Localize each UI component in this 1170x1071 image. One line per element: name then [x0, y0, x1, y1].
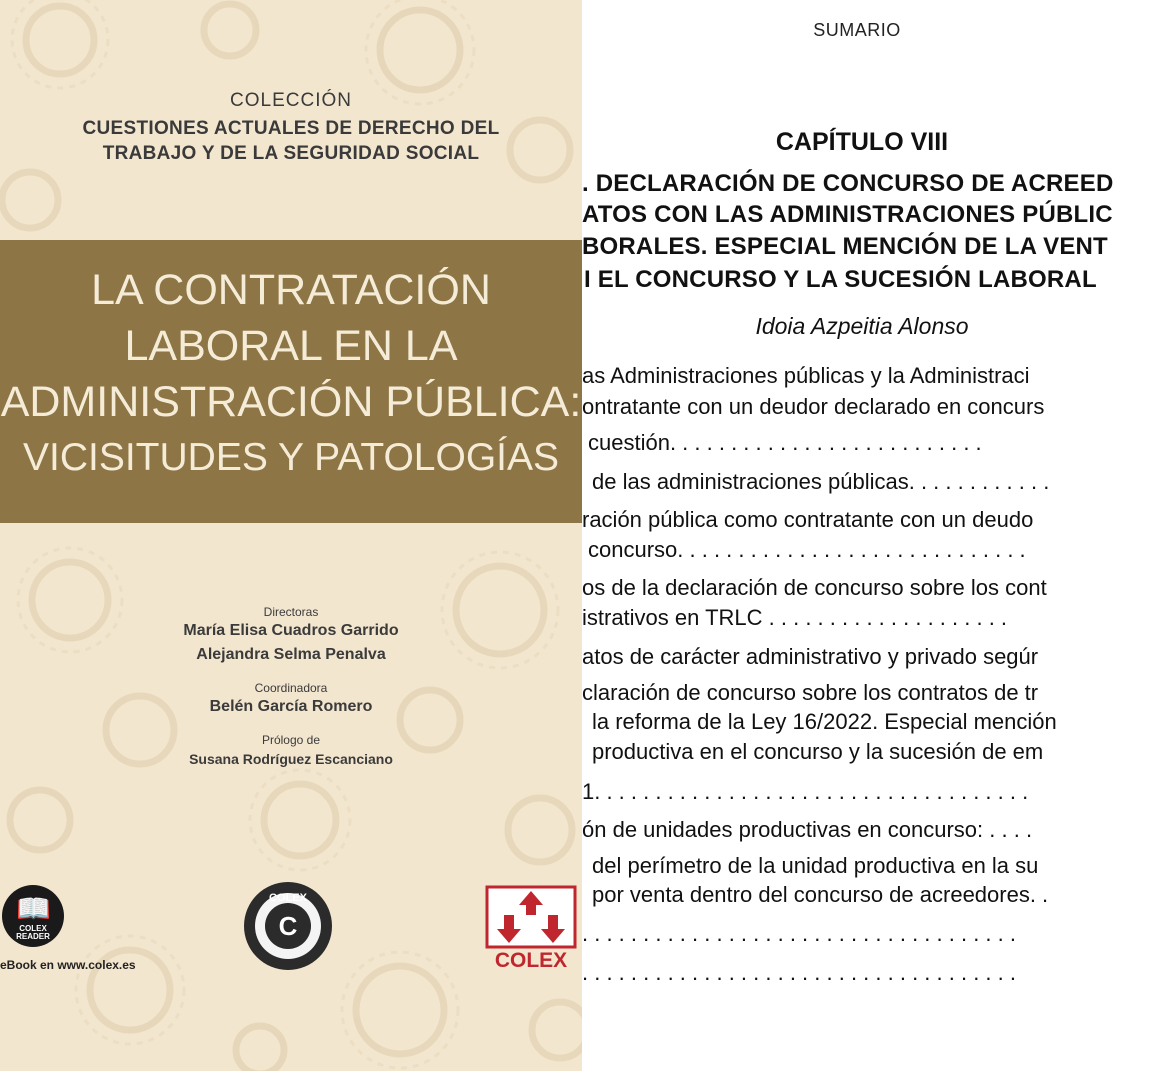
chapter-title-line: BORALES. ESPECIAL MENCIÓN DE LA VENT — [582, 233, 1108, 260]
toc-line: ración pública como contratante con un deudo — [582, 507, 1034, 532]
toc-line: claración de concurso sobre los contratos de tr — [582, 680, 1039, 705]
page-header-label: SUMARIO — [813, 20, 901, 40]
chapter-author: Idoia Azpeitia Alonso — [755, 313, 969, 339]
toc-line: cuestión. . . . . . . . . . . . . . . . . . . . . . . . . . — [588, 430, 982, 455]
reader-logo-text: COLEX READER — [16, 924, 50, 941]
book-subtitle: VICISITUDES Y PATOLOGÍAS — [22, 436, 560, 479]
toc-line: 1. . . . . . . . . . . . . . . . . . . . . . . . . . . . . . . . . . . . — [582, 779, 1029, 804]
prologue-author: Susana Rodríguez Escanciano — [189, 751, 393, 767]
colex-seal-logo — [242, 880, 334, 972]
collection-line-2: TRABAJO Y DE LA SEGURIDAD SOCIAL — [102, 143, 480, 164]
directors-label: Directoras — [263, 605, 319, 619]
toc-line: por venta dentro del concurso de acreedores. . — [592, 882, 1049, 907]
collection-label: COLECCIÓN — [230, 90, 352, 111]
toc-line: os de la declaración de concurso sobre los cont — [582, 575, 1047, 600]
book-title-line-3: ADMINISTRACIÓN PÚBLICA: — [0, 378, 582, 426]
toc-line: concurso. . . . . . . . . . . . . . . . . . . . . . . . . . . . . — [588, 537, 1026, 562]
toc-line: la reforma de la Ley 16/2022. Especial mención — [592, 709, 1057, 734]
publisher-name: COLEX — [494, 949, 568, 972]
collection-name — [0, 90, 582, 166]
toc-line: del perímetro de la unidad productiva en la su — [592, 853, 1039, 878]
toc-line: ontratante con un deudor declarado en concurs — [582, 394, 1045, 419]
summary-page — [582, 0, 1170, 1071]
toc-line: productiva en el concurso y la sucesión de em — [592, 739, 1044, 764]
colex-reader-logo — [2, 885, 64, 947]
open-book-icon: 📖 — [16, 893, 51, 924]
toc-line: . . . . . . . . . . . . . . . . . . . . . . . . . . . . . . . . . . . . — [582, 921, 1016, 946]
director-name: María Elisa Cuadros Garrido — [183, 622, 399, 639]
ebook-website-text: eBook en www.colex.es — [0, 958, 136, 972]
toc-line: istrativos en TRLC . . . . . . . . . . . . . . . . . . . . — [582, 605, 1008, 630]
seal-letter: C — [278, 911, 298, 941]
chapter-title-line: ATOS CON LAS ADMINISTRACIONES PÚBLIC — [582, 201, 1113, 228]
coordinator-name: Belén García Romero — [209, 698, 373, 715]
toc-line: atos de carácter administrativo y privado segúr — [582, 644, 1039, 669]
arrows-logo-icon — [485, 885, 577, 949]
book-title-line-1: LA CONTRATACIÓN — [91, 266, 491, 314]
chapter-number: CAPÍTULO VIII — [775, 128, 949, 156]
book-title-band — [0, 240, 582, 523]
book-credits — [0, 595, 582, 771]
prologue-label: Prólogo de — [261, 733, 321, 747]
book-title-line-2: LABORAL EN LA — [124, 322, 458, 370]
director-name: Alejandra Selma Penalva — [196, 646, 386, 663]
chapter-title-line: I EL CONCURSO Y LA SUCESIÓN LABORAL — [584, 266, 1097, 293]
toc-line: de las administraciones públicas. . . . . . . . . . . . — [592, 469, 1050, 494]
collection-line-1: CUESTIONES ACTUALES DE DERECHO DEL — [82, 118, 500, 139]
toc-line: as Administraciones públicas y la Administraci — [582, 363, 1030, 388]
seal-text: COLEX — [269, 892, 307, 904]
coordinator-label: Coordinadora — [254, 681, 328, 695]
toc-line: ón de unidades productivas en concurso: . . . . — [582, 817, 1033, 842]
book-cover — [0, 0, 582, 1071]
colex-publisher-logo — [485, 885, 577, 975]
chapter-title-line: . DECLARACIÓN DE CONCURSO DE ACREED — [582, 170, 1114, 197]
toc-line: . . . . . . . . . . . . . . . . . . . . . . . . . . . . . . . . . . . . — [582, 960, 1016, 985]
